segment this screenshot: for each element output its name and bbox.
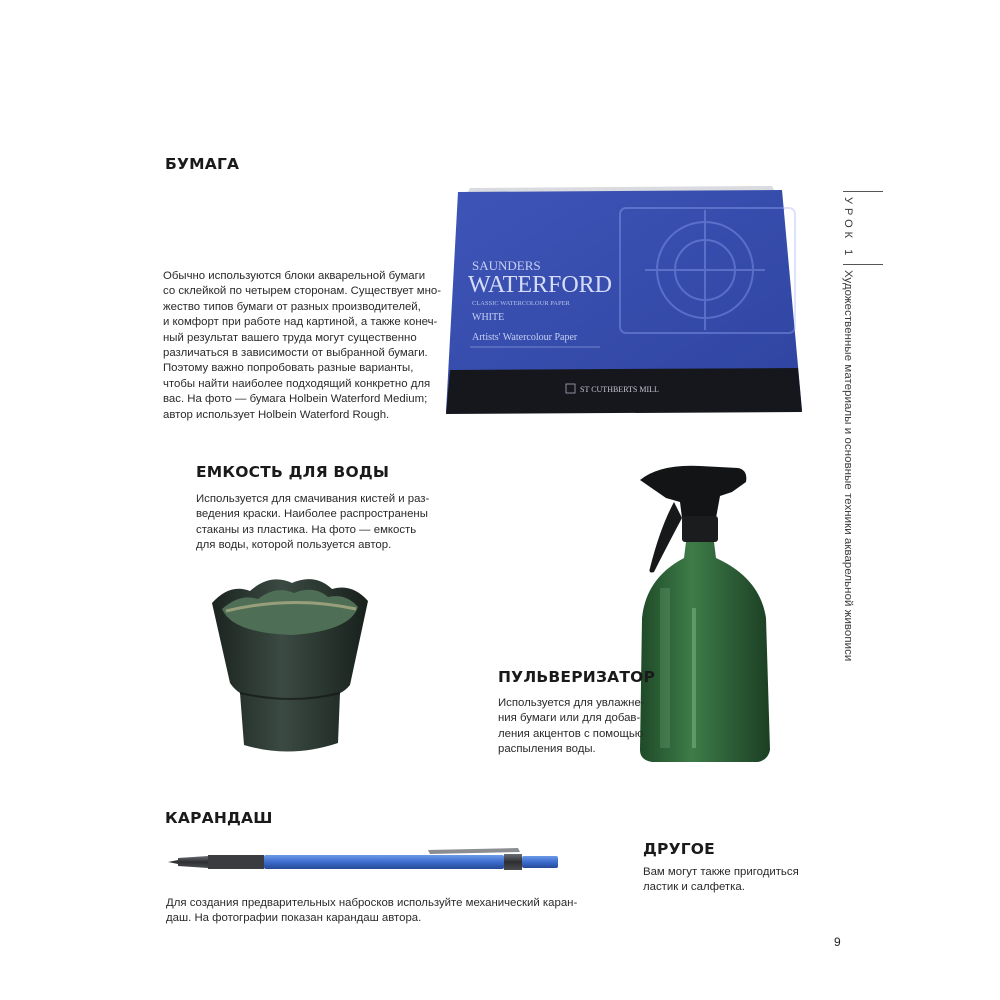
sprayer-head <box>640 466 746 518</box>
lesson-label: УРОК 1 <box>842 196 854 260</box>
paper-text-line: ный результат вашего труда могут существенно <box>163 331 417 344</box>
paper-text-line: различаться в зависимости от выбранной бумаги. <box>163 347 428 360</box>
sprayer-heading: ПУЛЬВЕРИЗАТОР <box>498 668 656 686</box>
pencil-text-line: Для создания предварительных набросков используйте механический каран- <box>166 897 578 909</box>
sidebar <box>837 192 859 702</box>
sprayer-cap <box>682 516 718 542</box>
pencil-heading: КАРАНДАШ <box>165 809 273 827</box>
pencil-text-line: даш. На фотографии показан карандаш автора. <box>166 912 422 925</box>
water-heading: ЕМКОСТЬ ДЛЯ ВОДЫ <box>196 463 390 481</box>
spray-bottle-photo <box>620 458 785 768</box>
pad-series-text: CLASSIC WATERCOLOUR PAPER <box>472 300 570 307</box>
paper-text-line: жество типов бумаги от разных производителей, <box>163 300 421 313</box>
other-text <box>643 865 799 896</box>
sprayer-text-line: ния бумаги или для добав- <box>498 712 641 725</box>
other-heading: ДРУГОЕ <box>643 840 715 858</box>
lesson-label-box <box>837 192 859 264</box>
pencil-barrel <box>264 855 504 869</box>
other-text-line: Вам могут также пригодиться <box>643 866 799 878</box>
pencil-lead <box>168 860 178 864</box>
paper-text-line: автор использует Holbein Waterford Rough. <box>163 408 390 421</box>
sprayer-text <box>498 696 645 758</box>
water-text-line: для воды, которой пользуется автор. <box>196 539 392 552</box>
pencil-clip <box>428 848 520 854</box>
sprayer-text-line: распыления воды. <box>498 743 596 756</box>
mechanical-pencil-photo <box>168 844 568 876</box>
water-text-line: ведения краски. Наиболее распространены <box>196 508 428 521</box>
water-text-line: Используется для смачивания кистей и раз- <box>196 493 430 505</box>
pencil-ring <box>504 854 522 870</box>
water-text <box>196 492 429 554</box>
paper-text-line: и комфорт при работе над картиной, а также конеч- <box>163 316 438 329</box>
other-text-line: ластик и салфетка. <box>643 881 745 894</box>
pad-brand-text: SAUNDERS <box>472 258 541 273</box>
sprayer-trigger <box>650 502 683 573</box>
water-cup-photo <box>200 565 380 765</box>
water-text-line: стаканы из пластика. На фото — емкость <box>196 523 417 536</box>
pencil-grip <box>208 855 264 869</box>
bottle-body <box>640 542 770 762</box>
paper-text <box>163 269 441 423</box>
paper-text-line: Поэтому важно попробовать разные варианты, <box>163 362 414 375</box>
pad-white-text: WHITE <box>472 312 505 323</box>
pad-mill-text: ST CUTHBERTS MILL <box>580 385 659 394</box>
paper-heading: БУМАГА <box>165 155 240 173</box>
pad-name-text: WATERFORD <box>468 272 613 298</box>
paper-text-line: Обычно используются блоки акварельной бумаги <box>163 270 426 282</box>
pencil-cap <box>522 856 558 868</box>
page-number: 9 <box>834 935 841 949</box>
chapter-title-box <box>837 270 859 702</box>
paper-text-line: чтобы найти наиболее подходящий конкретно для <box>163 377 431 390</box>
pad-type-text: Artists' Watercolour Paper <box>472 332 578 343</box>
chapter-title: Художественные материалы и основные техники акварельной живописи <box>842 270 854 662</box>
pencil-tip <box>178 856 208 868</box>
paper-text-line: вас. На фото — бумага Holbein Waterford Medium; <box>163 393 428 406</box>
paper-text-line: со склейкой по четырем сторонам. Существует мно- <box>163 285 442 298</box>
sprayer-text-line: ления акцентов с помощью <box>498 727 644 740</box>
sprayer-text-line: Используется для увлажне- <box>498 697 645 709</box>
pencil-text <box>166 896 577 927</box>
watercolor-pad-photo <box>440 180 810 420</box>
